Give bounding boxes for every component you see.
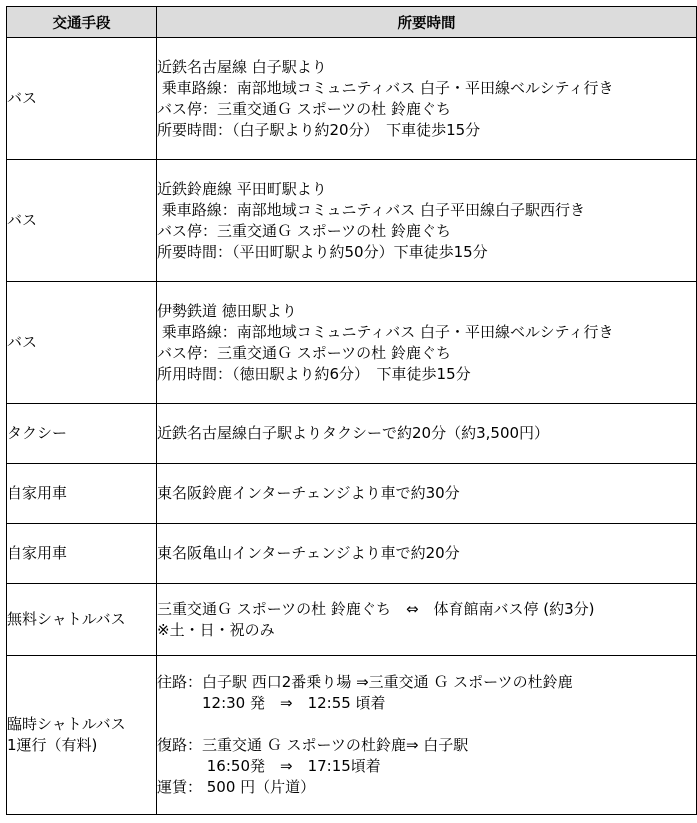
transport-mode: 無料シャトルバス — [7, 584, 157, 656]
detail-line: バス停：三重交通Ｇ スポーツの杜 鈴鹿ぐち — [157, 343, 451, 362]
table-row — [7, 584, 697, 656]
header-transport-mode: 交通手段 — [7, 7, 157, 38]
route-detail — [157, 160, 697, 282]
route-detail — [157, 584, 697, 656]
detail-line: 伊勢鉄道 徳田駅より — [157, 301, 297, 320]
transport-mode: バス — [7, 160, 157, 282]
route-detail — [157, 404, 697, 464]
route-detail — [157, 524, 697, 584]
table-row — [7, 404, 697, 464]
detail-line: 復路：三重交通 Ｇ スポーツの杜鈴鹿⇒ 白子駅 — [157, 736, 469, 754]
header-travel-time: 所要時間 — [157, 7, 697, 38]
detail-line: 近鉄名古屋線 白子駅より — [157, 57, 327, 76]
detail-line: 近鉄名古屋線白子駅よりタクシーで約20分（約3,500円） — [157, 424, 550, 442]
detail-line: バス停：三重交通Ｇ スポーツの杜 鈴鹿ぐち — [157, 221, 451, 240]
transport-mode: 自家用車 — [7, 464, 157, 524]
detail-line: 往路：白子駅 西口2番乗り場 ⇒三重交通 Ｇ スポーツの杜鈴鹿 — [157, 673, 573, 691]
route-detail — [157, 464, 697, 524]
mode-line: 1運行（有料) — [7, 736, 98, 754]
detail-line: 運賃： 500 円（片道） — [157, 778, 316, 796]
detail-line: ※土・日・祝のみ — [157, 620, 275, 639]
mode-line: 臨時シャトルバス — [7, 715, 126, 733]
detail-line: 所用時間：（徳田駅より約6分） 下車徒歩15分 — [157, 364, 471, 383]
header-row — [7, 7, 697, 38]
detail-line: 乗車路線：南部地域コミュニティバス 白子・平田線ベルシティ行き — [157, 78, 614, 97]
table-row — [7, 464, 697, 524]
detail-line: 乗車路線：南部地域コミュニティバス 白子・平田線ベルシティ行き — [157, 322, 614, 341]
access-table — [6, 6, 697, 815]
detail-line: バス停：三重交通Ｇ スポーツの杜 鈴鹿ぐち — [157, 99, 451, 118]
transport-mode — [7, 656, 157, 815]
detail-line: 所要時間：（白子駅より約20分） 下車徒歩15分 — [157, 120, 481, 139]
detail-line: 12:30 発 ⇒ 12:55 頃着 — [157, 694, 386, 712]
transport-mode: 自家用車 — [7, 524, 157, 584]
table-row — [7, 282, 697, 404]
table-row — [7, 160, 697, 282]
table-row — [7, 656, 697, 815]
table-row — [7, 38, 697, 160]
detail-line: 乗車路線：南部地域コミュニティバス 白子平田線白子駅西行き — [157, 200, 586, 219]
transport-mode: タクシー — [7, 404, 157, 464]
route-detail — [157, 656, 697, 815]
table-row — [7, 524, 697, 584]
detail-line: 16:50発 ⇒ 17:15頃着 — [157, 757, 381, 775]
detail-line: 東名阪亀山インターチェンジより車で約20分 — [157, 544, 460, 562]
detail-line: 三重交通Ｇ スポーツの杜 鈴鹿ぐち ⇔ 体育館南バス停 (約3分) — [157, 599, 595, 618]
detail-line: 所要時間：（平田町駅より約50分）下車徒歩15分 — [157, 242, 488, 261]
route-detail — [157, 38, 697, 160]
transport-mode: バス — [7, 38, 157, 160]
transport-mode: バス — [7, 282, 157, 404]
spacer — [157, 714, 696, 735]
detail-line: 近鉄鈴鹿線 平田町駅より — [157, 179, 327, 198]
route-detail — [157, 282, 697, 404]
detail-line: 東名阪鈴鹿インターチェンジより車で約30分 — [157, 484, 460, 502]
